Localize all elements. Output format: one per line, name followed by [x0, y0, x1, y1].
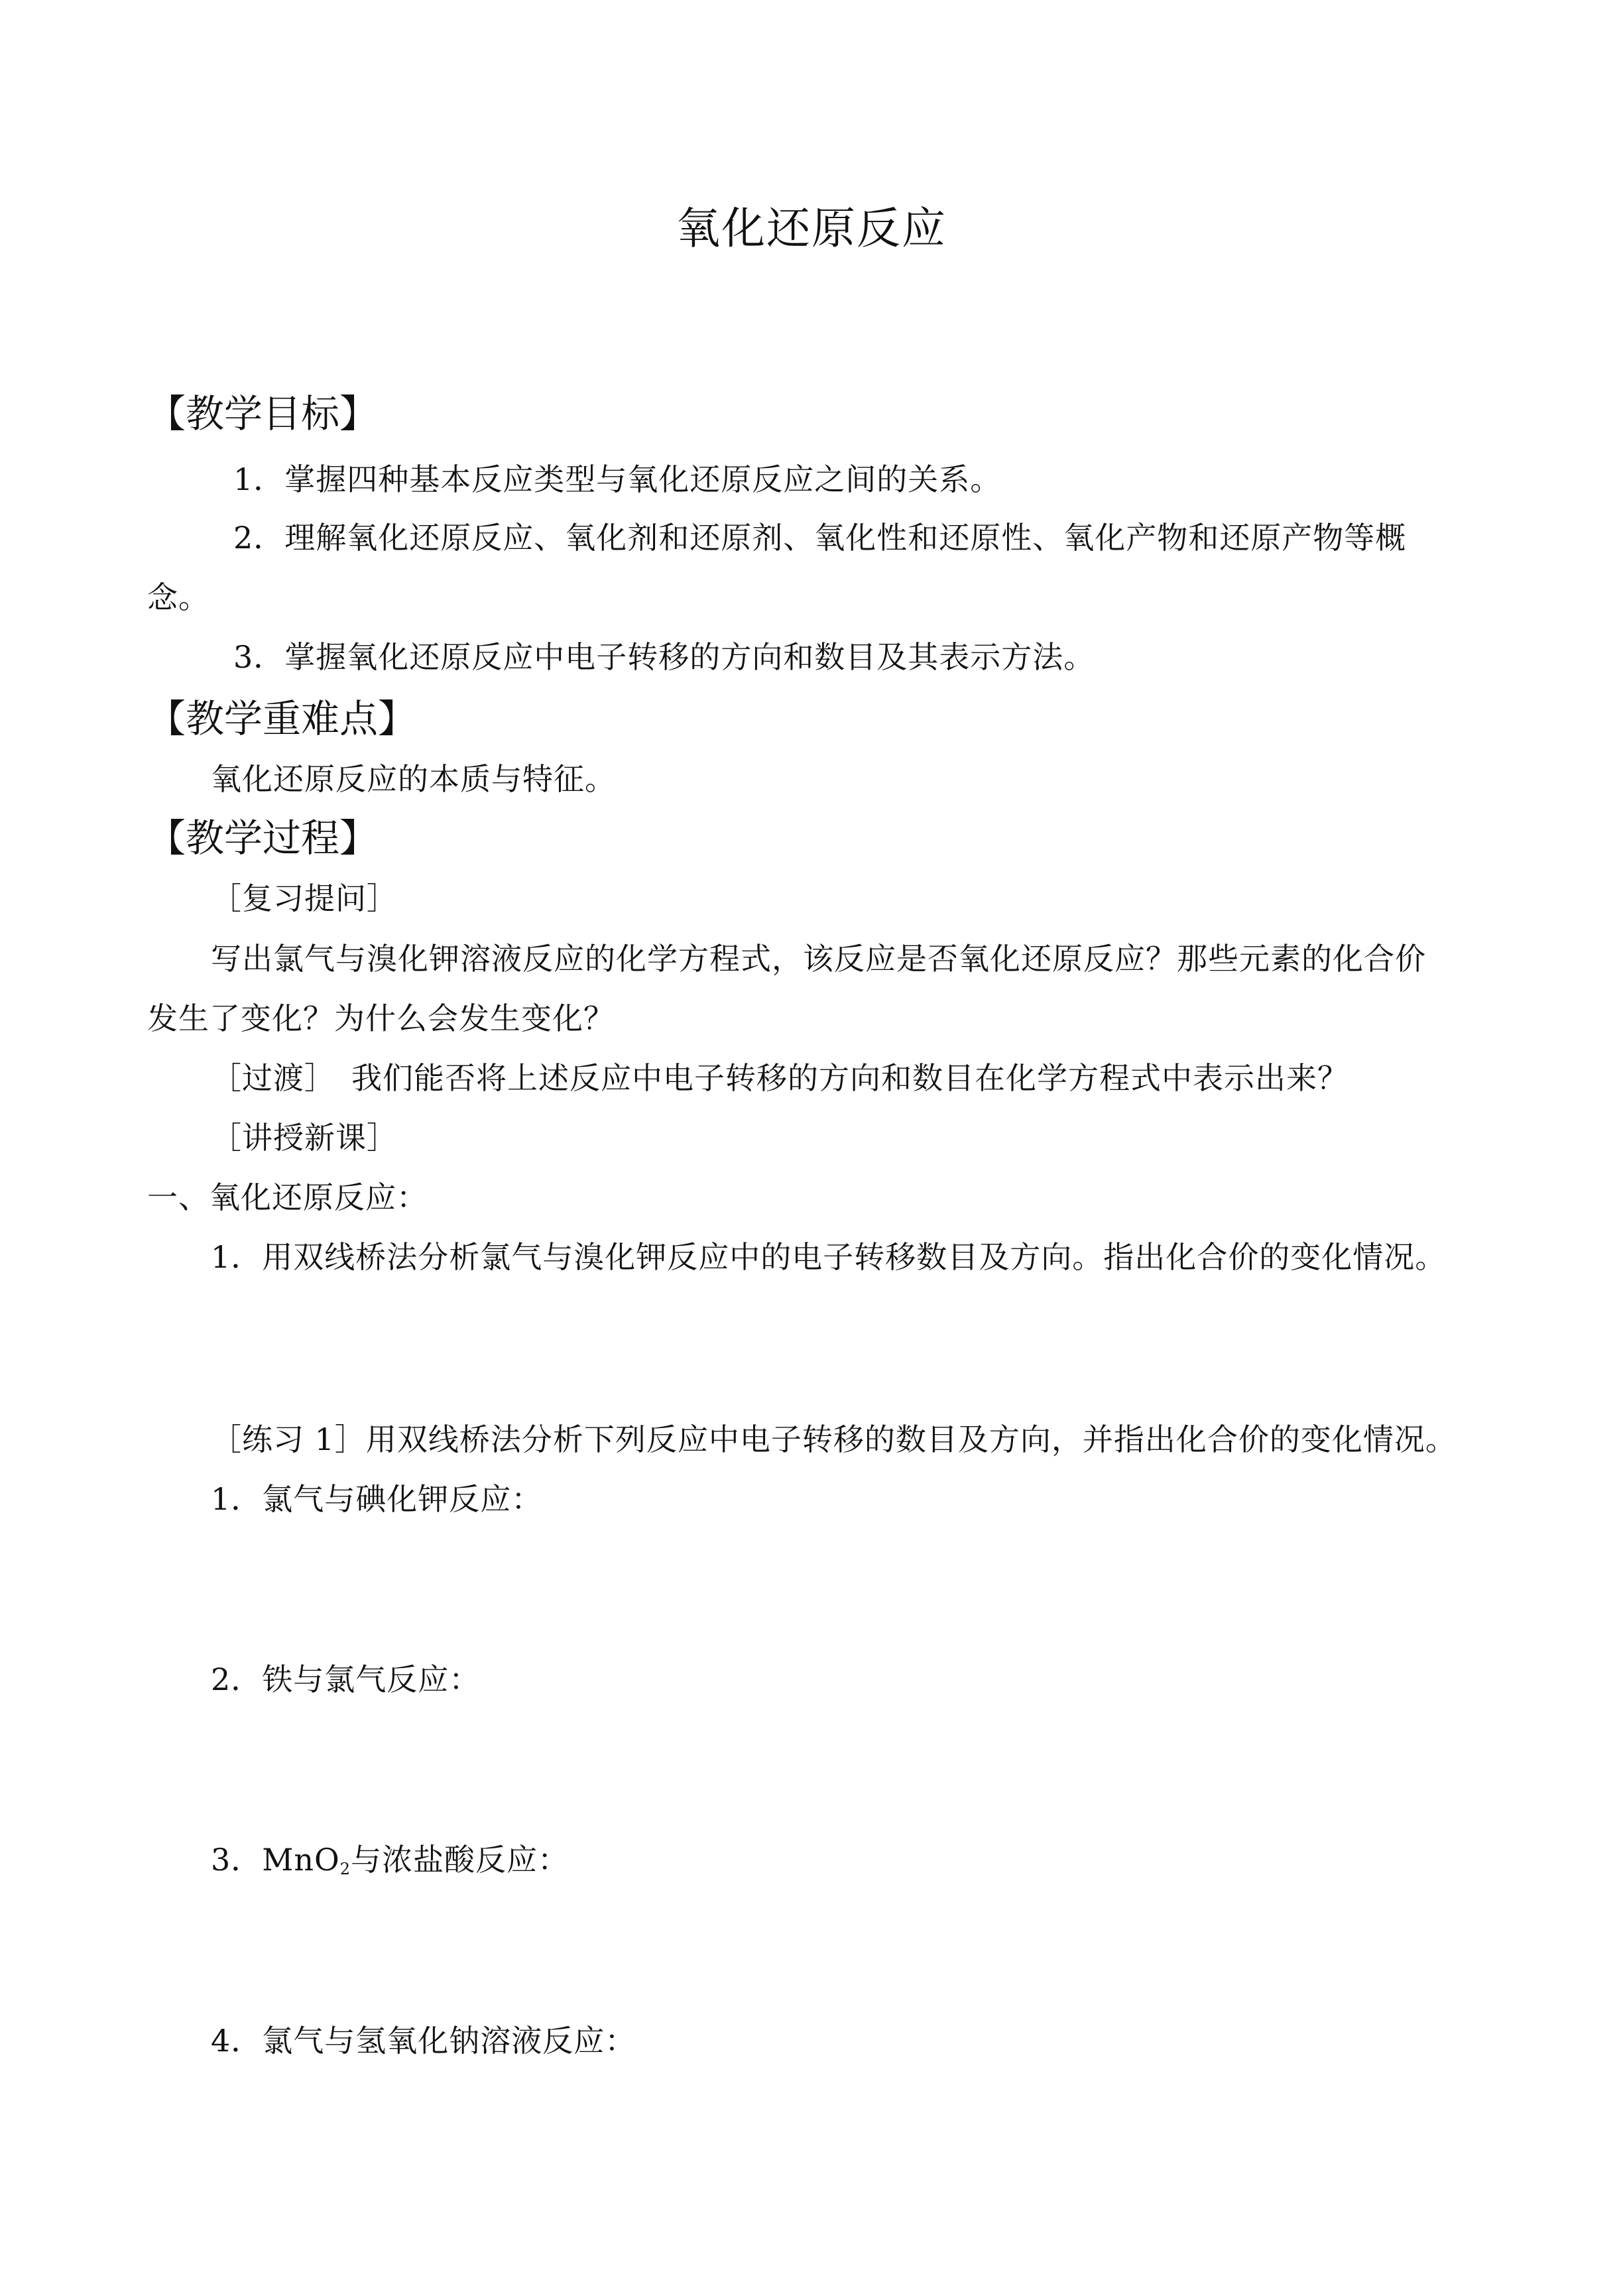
objective-item-1: 1．掌握四种基本反应类型与氧化还原反应之间的关系。: [233, 461, 1002, 497]
key-points-heading: 【教学重难点】: [147, 696, 417, 741]
transition-text: ［过渡］ 我们能否将上述反应中电子转移的方向和数目在化学方程式中表示出来？: [211, 1060, 1349, 1096]
exercise-intro: ［练习 1］用双线桥法分析下列反应中电子转移的数目及方向，并指出化合价的变化情况。: [211, 1421, 1457, 1457]
part1-item-1: 1．用双线桥法分析氯气与溴化钾反应中的电子转移数目及方向。指出化合价的变化情况。: [211, 1239, 1447, 1275]
exercise-item-3-subscript: 2: [339, 1860, 351, 1878]
page-title: 氧化还原反应: [676, 203, 947, 254]
exercise-item-3: [211, 1842, 569, 1878]
exercise-item-4: 4．氯气与氢氧化钠溶液反应：: [211, 2023, 636, 2059]
new-lesson-label: ［讲授新课］: [211, 1120, 398, 1156]
part1-heading: 一、氧化还原反应：: [147, 1179, 428, 1215]
review-question-line-1: 写出氯气与溴化钾溶液反应的化学方程式，该反应是否氧化还原反应？那些元素的化合价: [211, 941, 1426, 977]
exercise-item-3-text: 与浓盐酸反应：: [351, 1842, 569, 1878]
objective-item-2-continued: 念。: [147, 579, 210, 615]
exercise-item-3-formula: 3．MnO: [211, 1842, 340, 1878]
key-points-text: 氧化还原反应的本质与特征。: [211, 761, 616, 797]
process-heading: 【教学过程】: [147, 816, 379, 861]
exercise-item-2: 2．铁与氯气反应：: [211, 1662, 481, 1697]
exercise-item-1: 1．氯气与碘化钾反应：: [211, 1481, 543, 1517]
review-label: ［复习提问］: [211, 880, 398, 916]
objective-item-3: 3．掌握氧化还原反应中电子转移的方向和数目及其表示方法。: [233, 639, 1095, 675]
objective-item-2: 2．理解氧化还原反应、氧化剂和还原剂、氧化性和还原性、氧化产物和还原产物等概: [233, 520, 1407, 556]
review-question-line-2: 发生了变化？为什么会发生变化？: [147, 1000, 615, 1036]
objectives-heading: 【教学目标】: [147, 391, 379, 436]
